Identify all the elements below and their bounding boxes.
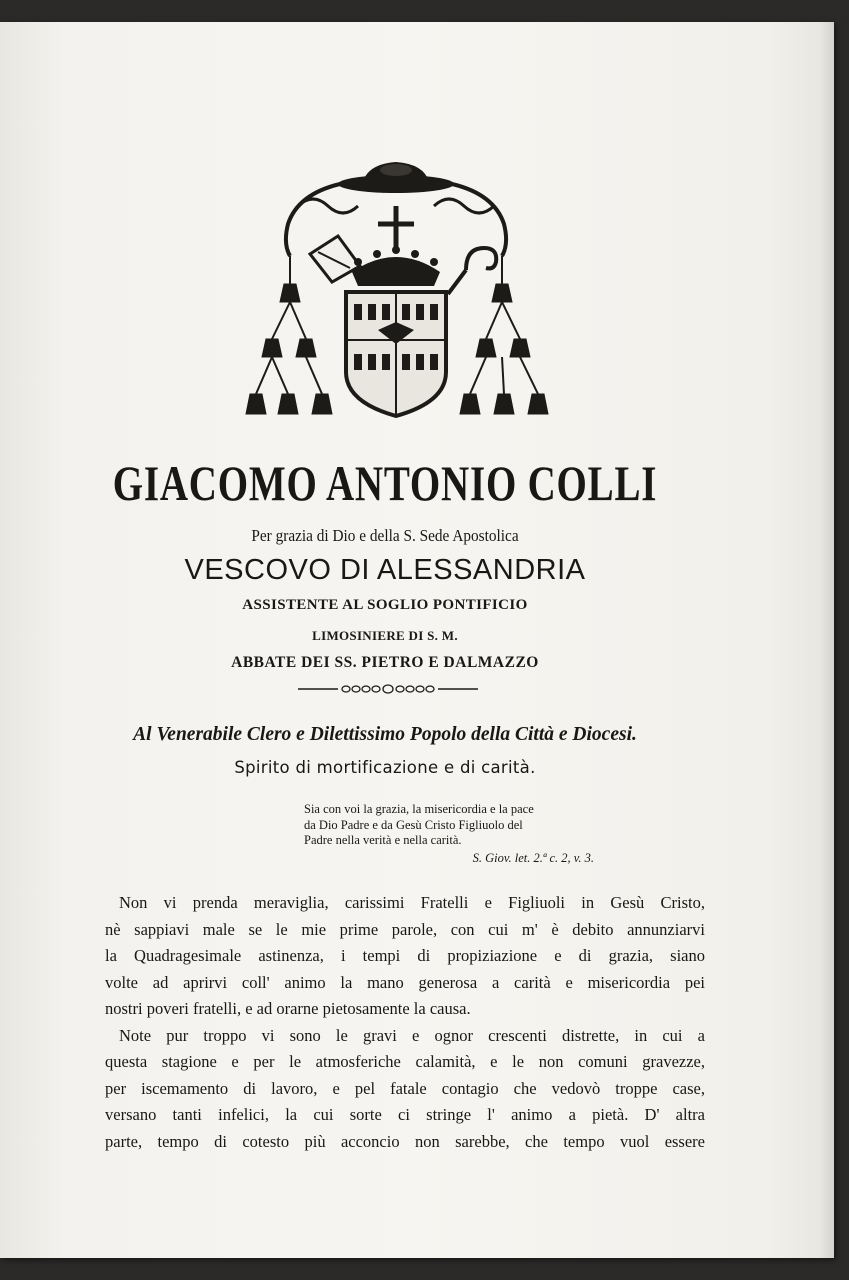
text-line: versano tanti infelici, la cui sorte ci stringe l' animo a pietà. D' altra	[105, 1105, 705, 1124]
almoner-line: LIMOSINIERE DI S. M.	[312, 628, 458, 643]
text-line: volte ad aprirvi coll' animo la mano generosa a carità e misericordia pei	[105, 972, 705, 992]
text-line: nè sappiavi male se le mie prime parole, con cui m' è debito annunziarvi	[105, 919, 705, 939]
decorative-rule	[298, 682, 478, 696]
subtitle-line: Spirito di mortificazione e di carità.	[234, 758, 536, 777]
quote-line: Padre nella verità e nella carità.	[304, 833, 462, 847]
paragraph-2	[105, 1023, 705, 1156]
episcopal-coat-of-arms	[238, 144, 558, 434]
quote-line: da Dio Padre e da Gesù Cristo Figliuolo del	[304, 817, 523, 832]
text-line: Non vi prenda meraviglia, carissimi Fratelli e Figliuoli in Gesù Cristo,	[119, 893, 705, 912]
letter-body	[105, 890, 705, 1155]
text-line: parte, tempo di cotesto più acconcio non sarebbe, che tempo vuol essere	[105, 1131, 705, 1151]
quote-citation: S. Giov. let. 2.ª c. 2, v. 3.	[472, 850, 594, 865]
text-line: questa stagione e per le atmosferiche calamità, e le non comuni gravezze,	[105, 1052, 705, 1071]
grace-line: Per grazia di Dio e della S. Sede Apostolica	[251, 526, 519, 545]
text-line: Note pur troppo vi sono le gravi e ognor crescenti distrette, in cui a	[119, 1025, 705, 1045]
bishop-name: GIACOMO ANTONIO COLLI	[112, 455, 658, 511]
address-line: Al Venerabile Clero e Dilettissimo Popolo della Città e Diocesi.	[133, 724, 637, 745]
paragraph-1	[105, 890, 705, 1023]
assistant-line: ASSISTENTE AL SOGLIO PONTIFICIO	[242, 597, 528, 613]
text-line: nostri poveri fratelli, e ad orarne pietosamente la causa.	[105, 999, 471, 1018]
document-page	[0, 22, 834, 1258]
text-line: la Quadragesimale astinenza, i tempi di propiziazione e di grazia, siano	[105, 946, 705, 965]
scripture-quote	[304, 802, 604, 866]
quote-line: Sia con voi la grazia, la misericordia e la pace	[304, 802, 534, 816]
abbot-line: ABBATE DEI SS. PIETRO E DALMAZZO	[231, 654, 539, 671]
text-line: per iscemamento di lavoro, e pel fatale contagio che vedovò troppe case,	[105, 1078, 705, 1098]
bishop-title: VESCOVO DI ALESSANDRIA	[184, 554, 586, 586]
